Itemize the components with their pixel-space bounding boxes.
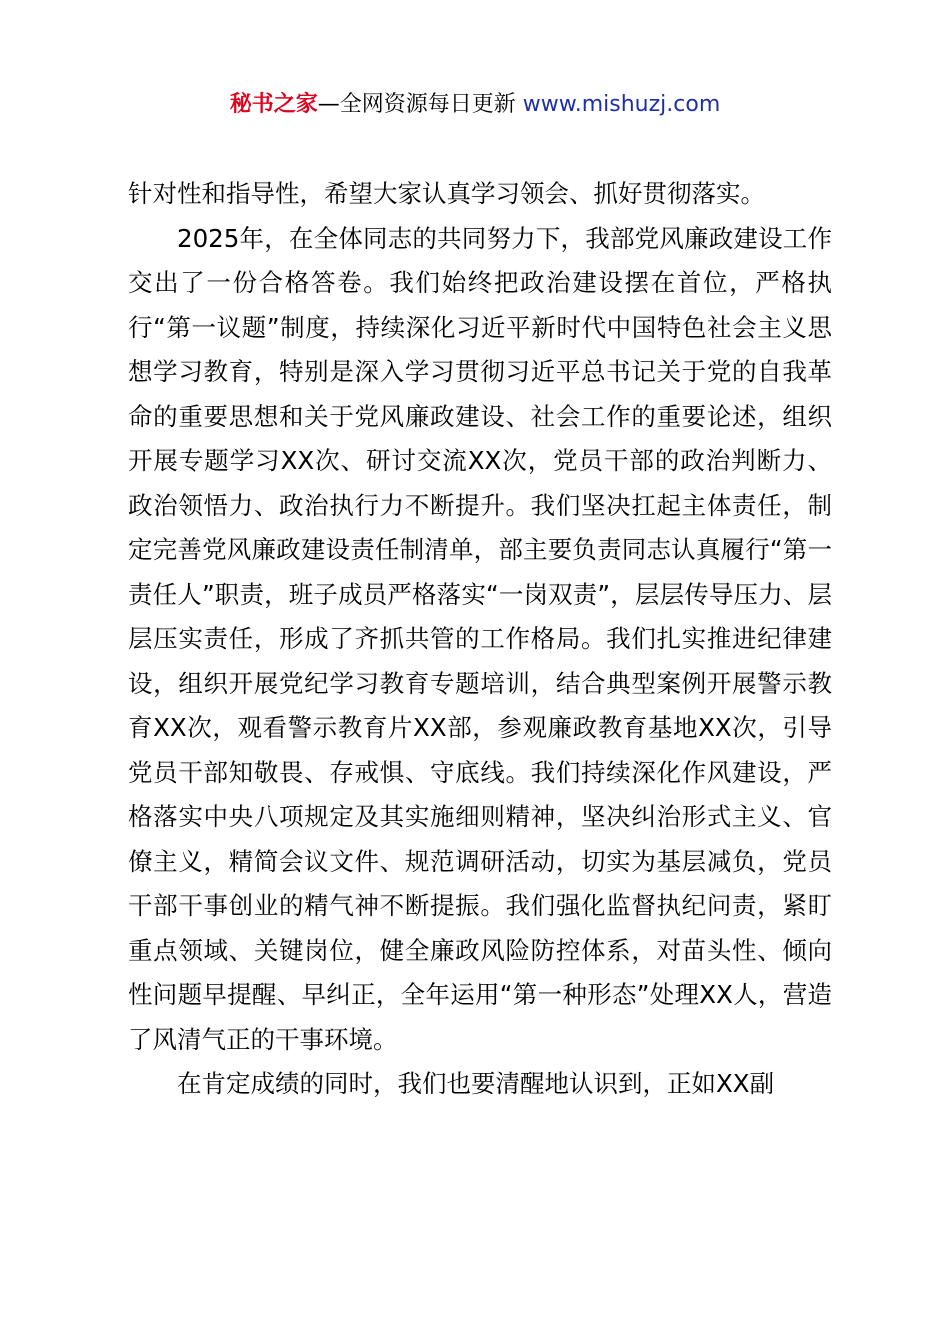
document-body [128,172,832,1107]
paragraph-issues-intro: 在肯定成绩的同时，我们也要清醒地认识到，正如XX副 [177,1069,775,1098]
paragraph-continuation: 针对性和指导性，希望大家认真学习领会、抓好贯彻落实。 [128,179,765,208]
page-header [0,88,950,122]
brand-name: 秘书之家 [229,92,318,117]
website-link[interactable]: www.mishuzj.com [522,92,721,117]
header-slogan: —全网资源每日更新 [317,92,523,117]
paragraph-achievements: 2025年，在全体同志的共同努力下，我部党风廉政建设工作交出了一份合格答卷。我们始终把政治建设摆在首位，严格执行“第一议题”制度，持续深化习近平新时代中国特色社会主义思想学习教育，特别是深入学习贯彻习近平总书记关于党的自我革命的重要思想和关于党风廉政建设、社会工作的重要论述，组织开展专题学习XX次、研讨交流XX次，党员干部的政治判断力、政治领悟力、政治执行力不断提升。我们坚决扛起主体责任，制定完善党风廉政建设责任制清单，部主要负责同志认真履行“第一责任人”职责，班子成员严格落实“一岗双责”，层层传导压力、层层压实责任，形成了齐抓共管的工作格局。我们扎实推进纪律建设，组织开展党纪学习教育专题培训，结合典型案例开展警示教育XX次，观看警示教育片XX部，参观廉政教育基地XX次，引导党员干部知敬畏、存戒惧、守底线。我们持续深化作风建设，严格落实中央八项规定及其实施细则精神，坚决纠治形式主义、官僚主义，精简会议文件、规范调研活动，切实为基层减负，党员干部干事创业的精气神不断提振。我们强化监督执纪问责，紧盯重点领域、关键岗位，健全廉政风险防控体系，对苗头性、倾向性问题早提醒、早纠正，全年运用“第一种形态”处理XX人，营造了风清气正的干事环境。 [128,223,832,1054]
